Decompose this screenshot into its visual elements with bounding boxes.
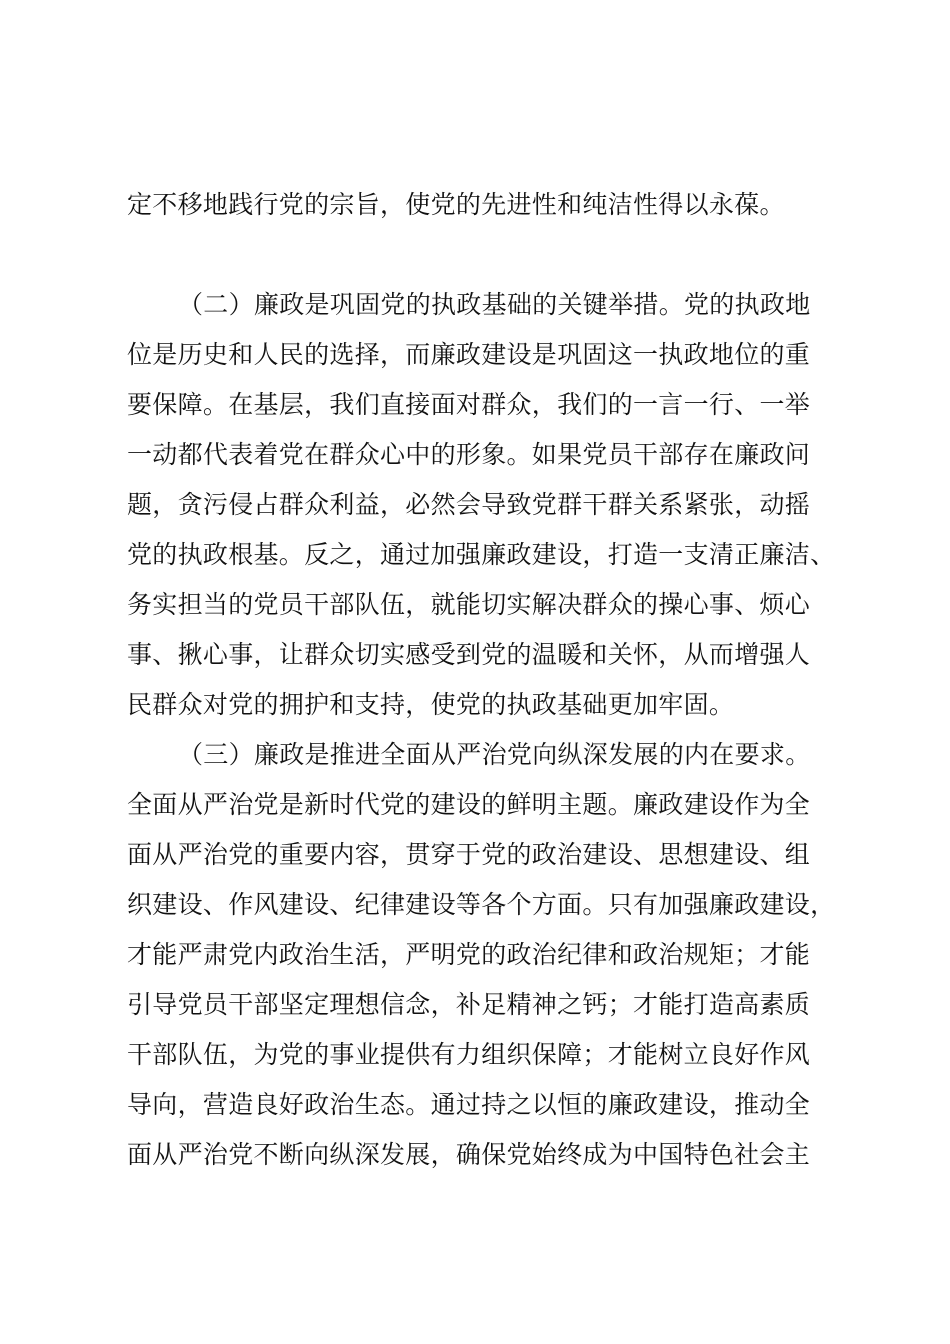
text-line: 导向，营造良好政治生态。通过持之以恒的廉政建设，推动全 <box>127 1090 811 1119</box>
text-line: 干部队伍，为党的事业提供有力组织保障；才能树立良好作风 <box>127 1040 811 1069</box>
text-line: 党的执政根基。反之，通过加强廉政建设，打造一支清正廉洁、 <box>127 540 836 569</box>
text-line: 要保障。在基层，我们直接面对群众，我们的一言一行、一举 <box>127 390 811 419</box>
text-line: 事、揪心事，让群众切实感受到党的温暖和关怀，从而增强人 <box>127 640 811 669</box>
text-line: 定不移地践行党的宗旨，使党的先进性和纯洁性得以永葆。 <box>127 190 785 219</box>
text-line: （三）廉政是推进全面从严治党向纵深发展的内在要求。 <box>178 740 811 769</box>
text-line: 面从严治党的重要内容，贯穿于党的政治建设、思想建设、组 <box>127 840 811 869</box>
text-line: 民群众对党的拥护和支持，使党的执政基础更加牢固。 <box>127 690 735 719</box>
text-line: 一动都代表着党在群众心中的形象。如果党员干部存在廉政问 <box>127 440 811 469</box>
text-line: 织建设、作风建设、纪律建设等各个方面。只有加强廉政建设， <box>127 890 836 919</box>
text-line: 题，贪污侵占群众利益，必然会导致党群干群关系紧张，动摇 <box>127 490 811 519</box>
text-line: 引导党员干部坚定理想信念，补足精神之钙；才能打造高素质 <box>127 990 811 1019</box>
text-line: 位是历史和人民的选择，而廉政建设是巩固这一执政地位的重 <box>127 340 811 369</box>
text-line: 才能严肃党内政治生活，严明党的政治纪律和政治规矩；才能 <box>127 940 811 969</box>
text-line: 全面从严治党是新时代党的建设的鲜明主题。廉政建设作为全 <box>127 790 811 819</box>
text-line: 面从严治党不断向纵深发展，确保党始终成为中国特色社会主 <box>127 1140 811 1169</box>
text-line: （二）廉政是巩固党的执政基础的关键举措。党的执政地 <box>178 290 811 319</box>
text-line: 务实担当的党员干部队伍，就能切实解决群众的操心事、烦心 <box>127 590 811 619</box>
